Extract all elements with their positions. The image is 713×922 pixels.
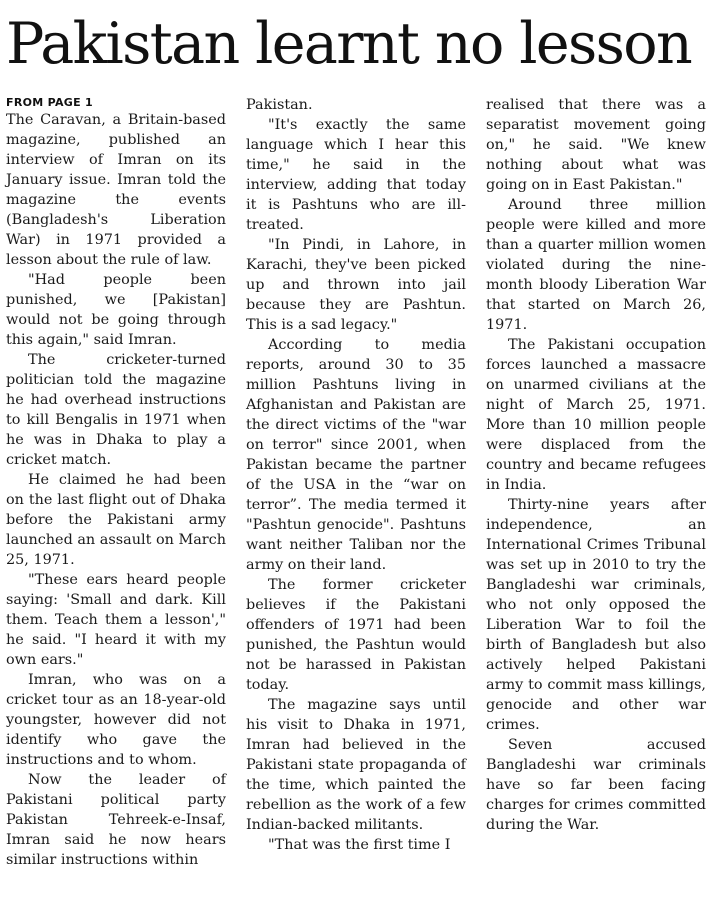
kicker-from-page-1: FROM PAGE 1 bbox=[6, 96, 94, 109]
paragraph: The Pakistani occupation forces launched a massacre on unarmed civilians at the night of March 25, 1971. More than 10 million people were displaced from the country and became refugees in India. bbox=[486, 337, 706, 493]
paragraph: "In Pindi, in Lahore, in Karachi, they've been picked up and thrown into jail because they are Pashtun. This is a sad legacy." bbox=[246, 237, 466, 333]
paragraph: Seven accused Bangladeshi war criminals have so far been facing charges for crimes committed during the War. bbox=[486, 737, 706, 833]
headline: Pakistan learnt no lesson bbox=[6, 11, 692, 77]
paragraph: "It's exactly the same language which I hear this time," he said in the interview, adding that today it is Pashtuns who are ill-treated. bbox=[246, 117, 466, 233]
paragraph: The Caravan, a Britain-based magazine, published an interview of Imran on its January issue. Imran told the magazine the events (Bangladesh's Liberation War) in 1971 provided a lesson about the rule of law. bbox=[6, 112, 226, 268]
paragraph: Thirty-nine years after independence, an International Crimes Tribunal was set up in 2010 to try the Bangladeshi war criminals, who not only opposed the Liberation War to foil the birth of Bangladesh but also actively helped Pakistani army to commit mass killings, genocide and other war crimes. bbox=[486, 497, 706, 733]
paragraph: Now the leader of Pakistani political party Pakistan Tehreek-e-Insaf, Imran said he now hears similar instructions within bbox=[6, 772, 226, 868]
paragraph: realised that there was a separatist movement going on," he said. "We knew nothing about what was going on in East Pakistan." bbox=[486, 97, 706, 193]
article-column-2 bbox=[246, 95, 466, 855]
paragraph: Imran, who was on a cricket tour as an 18-year-old youngster, however did not identify who gave the instructions and to whom. bbox=[6, 672, 226, 768]
paragraph: The former cricketer believes if the Pakistani offenders of 1971 had been punished, the Pashtun would not be harassed in Pakistan today. bbox=[246, 577, 466, 693]
paragraph: According to media reports, around 30 to 35 million Pashtuns living in Afghanistan and Pakistan are the direct victims of the "war on terror" since 2001, when Pakistan became the partner of the USA in the “war on terror”. The media termed it "Pashtun genocide". Pashtuns want neither Taliban nor the army on their land. bbox=[246, 337, 466, 573]
paragraph: Around three million people were killed and more than a quarter million women violated during the nine-month bloody Liberation War that started on March 26, 1971. bbox=[486, 197, 706, 333]
paragraph: "Had people been punished, we [Pakistan] would not be going through this again," said Imran. bbox=[6, 272, 226, 348]
article-column-3 bbox=[486, 95, 706, 835]
paragraph: "These ears heard people saying: 'Small and dark. Kill them. Teach them a lesson'," he said. "I heard it with my own ears." bbox=[6, 572, 226, 668]
paragraph: He claimed he had been on the last flight out of Dhaka before the Pakistani army launched an assault on March 25, 1971. bbox=[6, 472, 226, 568]
paragraph: Pakistan. bbox=[246, 97, 313, 113]
article-column-1 bbox=[6, 95, 226, 870]
paragraph: "That was the first time I bbox=[268, 837, 451, 853]
paragraph: The magazine says until his visit to Dhaka in 1971, Imran had believed in the Pakistani state propaganda of the time, which painted the rebellion as the work of a few Indian-backed militants. bbox=[246, 697, 466, 833]
paragraph: The cricketer-turned politician told the magazine he had overhead instructions to kill Bengalis in 1971 when he was in Dhaka to play a cricket match. bbox=[6, 352, 226, 468]
